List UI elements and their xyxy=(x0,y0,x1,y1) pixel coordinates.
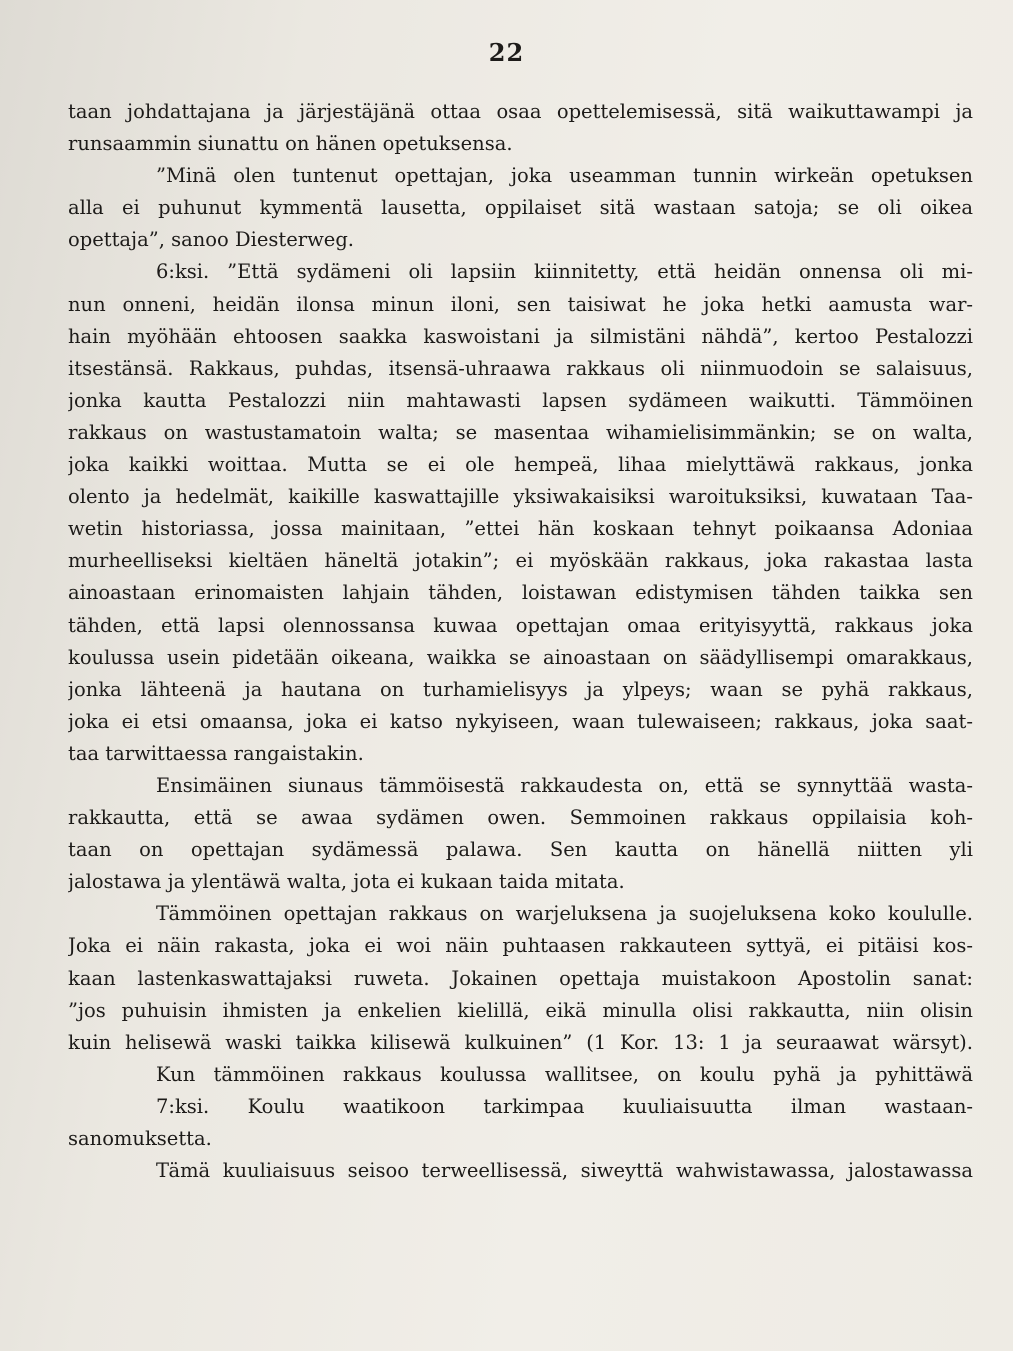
text-line: ainoastaan erinomaisten lahjain tähden, loistawan edistymisen tähden taikka sen xyxy=(68,581,973,605)
text-line: murheelliseksi kieltäen häneltä jotakin”; ei myöskään rakkaus, joka rakastaa lasta xyxy=(68,549,973,573)
text-line: jonka lähteenä ja hautana on turhamielisyys ja ylpeys; waan se pyhä rakkaus, xyxy=(68,677,973,701)
text-line: opettaja”, sanoo Diesterweg. xyxy=(68,228,354,252)
text-line: Joka ei näin rakasta, joka ei woi näin puhtaasen rakkauteen syttyä, ei pitäisi kos- xyxy=(68,934,973,958)
text-line: joka kaikki woittaa. Mutta se ei ole hempeä, lihaa mielyttäwä rakkaus, jonka xyxy=(68,453,973,477)
text-line: kaan lastenkaswattajaksi ruweta. Jokainen opettaja muistakoon Apostolin sanat: xyxy=(68,966,973,990)
text-line: kuin helisewä waski taikka kilisewä kulkuinen” (1 Kor. 13: 1 ja seuraawat wärsyt). xyxy=(68,1030,973,1054)
text-line: olento ja hedelmät, kaikille kaswattajille yksiwakaisiksi waroituksiksi, kuwataan Taa- xyxy=(68,485,973,509)
text-line: itsestänsä. Rakkaus, puhdas, itsensä-uhraawa rakkaus oli niinmuodoin se salaisuus, xyxy=(68,356,973,380)
text-line: 7:ksi. Koulu waatikoon tarkimpaa kuuliaisuutta ilman wastaan- xyxy=(156,1094,973,1118)
text-line: taa tarwittaessa rangaistakin. xyxy=(68,741,364,765)
text-line: Tämä kuuliaisuus seisoo terweellisessä, siweyttä wahwistawassa, jalostawassa xyxy=(156,1159,973,1183)
text-line: rakkautta, että se awaa sydämen owen. Semmoinen rakkaus oppilaisia koh- xyxy=(68,806,973,830)
text-line: koulussa usein pidetään oikeana, waikka se ainoastaan on säädyllisempi omarakkaus, xyxy=(68,645,973,669)
text-line: Tämmöinen opettajan rakkaus on warjeluksena ja suojeluksena koko koululle. xyxy=(156,902,973,926)
text-line: ”Minä olen tuntenut opettajan, joka useamman tunnin wirkeän opetuksen xyxy=(156,164,973,188)
text-line: runsaammin siunattu on hänen opetuksensa. xyxy=(68,132,513,156)
body-text xyxy=(68,96,973,1187)
text-line: tähden, että lapsi olennossansa kuwaa opettajan omaa erityisyyttä, rakkaus joka xyxy=(68,613,973,637)
text-line: taan johdattajana ja järjestäjänä ottaa osaa opettelemisessä, sitä waikuttawampi ja xyxy=(68,100,973,123)
text-line: sanomuksetta. xyxy=(68,1127,212,1150)
text-line: nun onneni, heidän ilonsa minun iloni, sen taisiwat he joka hetki aamusta war- xyxy=(68,292,973,316)
text-line: hain myöhään ehtoosen saakka kaswoistani ja silmistäni nähdä”, kertoo Pestalozzi xyxy=(68,324,973,348)
text-line: alla ei puhunut kymmentä lausetta, oppilaiset sitä wastaan satoja; se oli oikea xyxy=(68,196,973,220)
page-number: 22 xyxy=(488,38,525,67)
text-line: joka ei etsi omaansa, joka ei katso nykyiseen, waan tulewaiseen; rakkaus, joka saat- xyxy=(68,709,973,733)
text-line: ”jos puhuisin ihmisten ja enkelien kielillä, eikä minulla olisi rakkautta, niin olisin xyxy=(68,998,973,1022)
text-line: Ensimäinen siunaus tämmöisestä rakkaudesta on, että se synnyttää wasta- xyxy=(156,773,973,797)
text-line: jalostawa ja ylentäwä walta, jota ei kukaan taida mitata. xyxy=(68,870,625,894)
text-line: wetin historiassa, jossa mainitaan, ”ettei hän koskaan tehnyt poikaansa Adoniaa xyxy=(68,517,973,541)
text-line: jonka kautta Pestalozzi niin mahtawasti lapsen sydämeen waikutti. Tämmöinen xyxy=(68,388,973,412)
text-line: 6:ksi. ”Että sydämeni oli lapsiin kiinnitetty, että heidän onnensa oli mi- xyxy=(156,260,973,284)
text-line: rakkaus on wastustamatoin walta; se masentaa wihamielisimmänkin; se on walta, xyxy=(68,420,973,444)
text-line: taan on opettajan sydämessä palawa. Sen kautta on hänellä niitten yli xyxy=(68,838,973,862)
text-line: Kun tämmöinen rakkaus koulussa wallitsee, on koulu pyhä ja pyhittäwä xyxy=(156,1062,973,1086)
